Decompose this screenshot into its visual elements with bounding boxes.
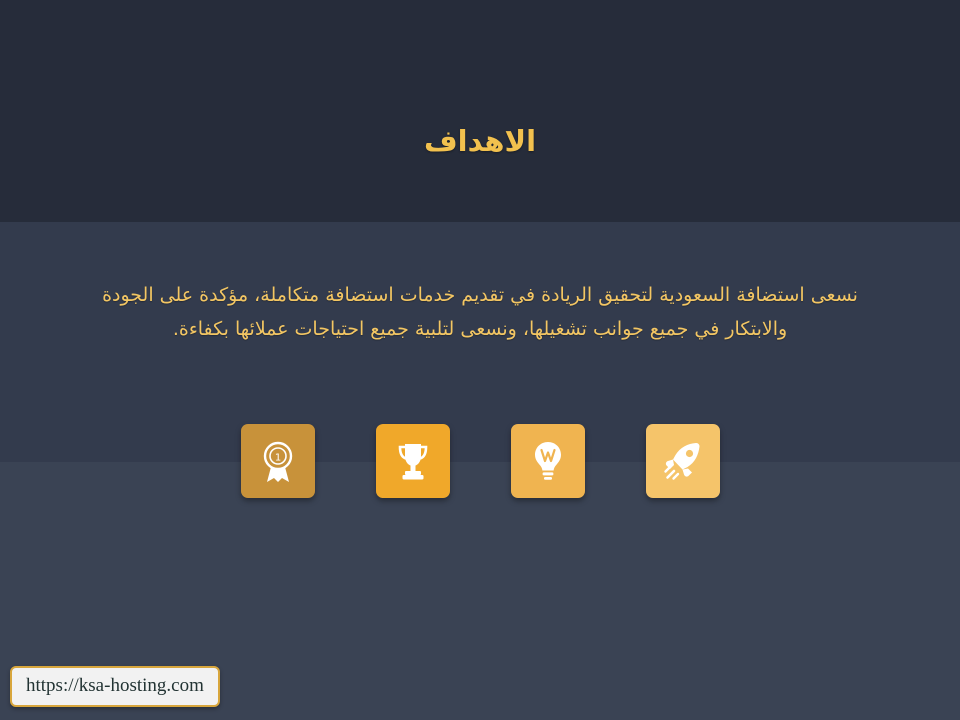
top-band bbox=[0, 0, 960, 222]
trophy-icon bbox=[393, 440, 433, 482]
slide-title: الاهداف bbox=[423, 124, 537, 158]
website-url-chip[interactable]: https://ksa-hosting.com bbox=[10, 666, 220, 707]
icon-row bbox=[0, 424, 960, 498]
svg-text:1: 1 bbox=[274, 452, 281, 464]
rocket-icon bbox=[662, 440, 704, 482]
lightbulb-icon bbox=[529, 439, 567, 483]
slide-body-text: نسعى استضافة السعودية لتحقيق الريادة في تقديم خدمات استضافة متكاملة، مؤكدة على الجودة والابتكار في جميع جوانب تشغيلها، ونسعى لتلبية جميع احتياجات عملائها بكفاءة. bbox=[102, 284, 858, 340]
trophy-icon-tile bbox=[376, 424, 450, 498]
lightbulb-icon-tile bbox=[511, 424, 585, 498]
award-ribbon-icon-tile bbox=[241, 424, 315, 498]
rocket-icon-tile bbox=[646, 424, 720, 498]
award-ribbon-icon bbox=[258, 439, 298, 483]
